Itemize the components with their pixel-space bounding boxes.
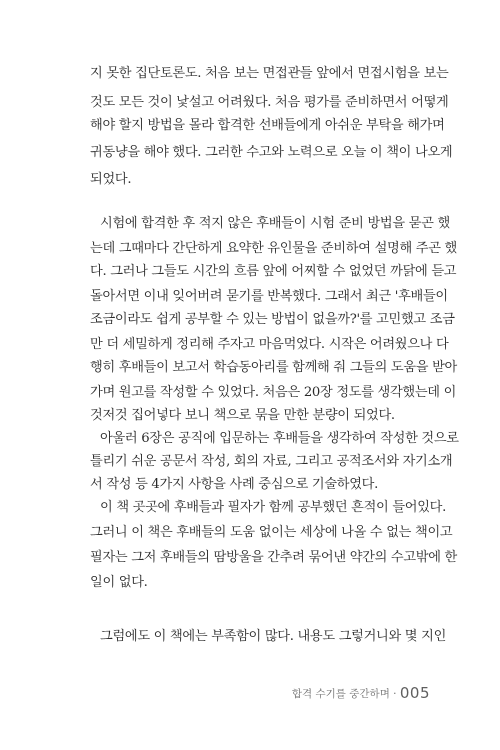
- body-line: 조금이라도 쉽게 공부할 수 있는 방법이 없을까?'를 고민했고 조금: [90, 312, 455, 327]
- body-line: 것도 모든 것이 낯설고 어려웠다. 처음 평가를 준비하면서 어떻게: [90, 95, 449, 110]
- footer-title: 합격 수기를 중간하며 ·: [291, 688, 397, 700]
- body-line-indent: 아울러 6장은 공직에 입문하는 후배들을 생각하여 작성한 것으로: [100, 431, 459, 446]
- page-number: 005: [399, 684, 430, 702]
- body-line: 해야 할지 방법을 몰라 합격한 선배들에게 아쉬운 부탁을 해가며: [90, 118, 445, 133]
- running-footer: [292, 683, 430, 703]
- body-line: 만 더 세밀하게 정리해 주자고 마음먹었다. 시작은 어려웠으나 다: [90, 337, 449, 352]
- body-line: 그러니 이 책은 후배들의 도움 없이는 세상에 나올 수 없는 책이고: [90, 525, 453, 540]
- body-line: 다. 그러나 그들도 시간의 흐름 앞에 어찌할 수 없었던 까닭에 듣고: [90, 264, 457, 279]
- body-line: 지 못한 집단토론도. 처음 보는 면접관들 앞에서 면접시험을 보는: [90, 66, 449, 81]
- body-line: 행히 후배들이 보고서 학습동아리를 함께해 줘 그들의 도움을 받아: [90, 360, 457, 375]
- body-line-indent: 이 책 곳곳에 후배들과 필자가 함께 공부했던 흔적이 들어있다.: [100, 500, 447, 515]
- body-line: 일이 없다.: [90, 575, 148, 590]
- body-line: 귀동냥을 해야 했다. 그러한 수고와 노력으로 오늘 이 책이 나오게: [90, 145, 453, 160]
- body-line: 서 작성 등 4가지 사항을 사례 중심으로 기술하였다.: [90, 477, 379, 492]
- body-line: 틀리기 쉬운 공문서 작성, 회의 자료, 그리고 공적조서와 자기소개: [90, 454, 453, 469]
- body-line: 돌아서면 이내 잊어버려 묻기를 반복했다. 그래서 최근 '후배들이: [90, 289, 448, 304]
- body-line: 것저것 집어넣다 보니 책으로 묶을 만한 분량이 되었다.: [90, 408, 395, 423]
- body-line: 필자는 그저 후배들의 땀방울을 간추려 묶어낸 약간의 수고밖에 한: [90, 550, 457, 565]
- body-line: 되었다.: [90, 172, 132, 187]
- body-line: 가며 원고를 작성할 수 있었다. 처음은 20장 정도를 생각했는데 이: [90, 385, 457, 400]
- body-line: 는데 그때마다 간단하게 요약한 유인물을 준비하여 설명해 주곤 했: [90, 241, 457, 256]
- body-line-indent: 시험에 합격한 후 적지 않은 후배들이 시험 준비 방법을 묻곤 했: [100, 216, 450, 231]
- body-line-indent: 그럼에도 이 책에는 부족함이 많다. 내용도 그렇거니와 몇 지인: [100, 629, 447, 644]
